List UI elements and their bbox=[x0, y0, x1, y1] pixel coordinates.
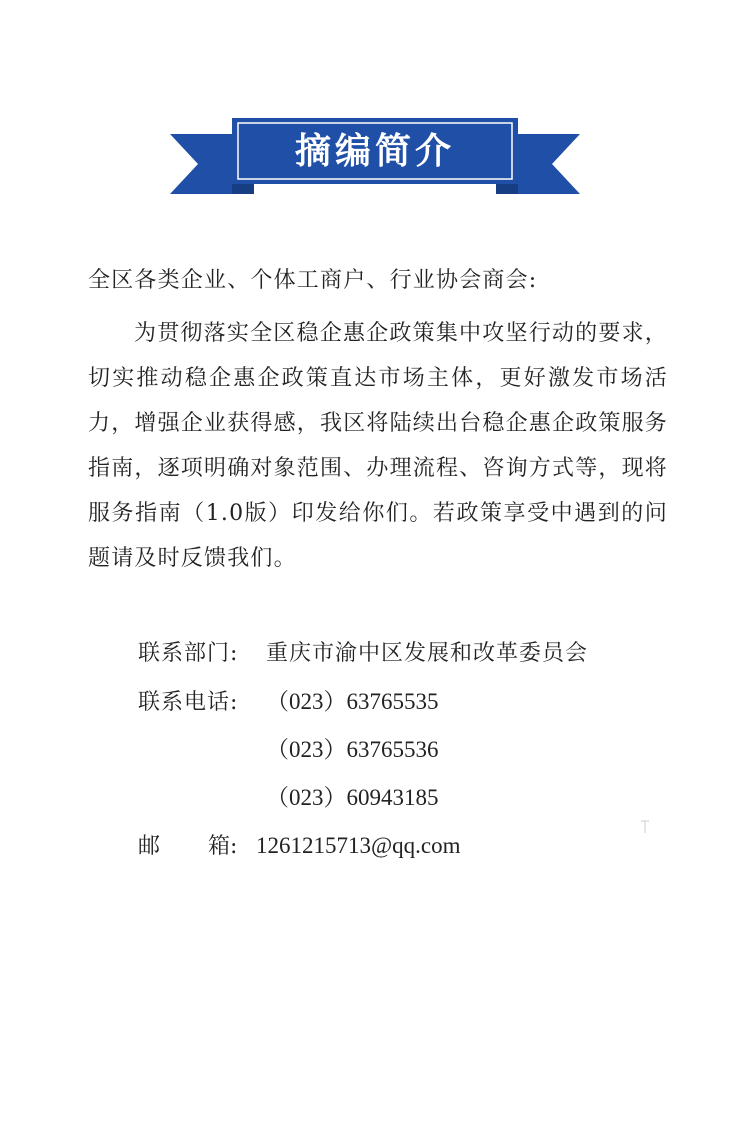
contact-phone-row bbox=[138, 678, 658, 726]
salutation: 全区各类企业、个体工商户、行业协会商会: bbox=[88, 268, 538, 293]
contact-phone-row-3 bbox=[138, 774, 658, 822]
body-text bbox=[88, 258, 668, 581]
stray-mark-icon bbox=[640, 818, 650, 834]
email-label-char-1: 邮 bbox=[138, 834, 161, 859]
dept-label: 联系部门: bbox=[138, 641, 239, 666]
dept-value: 重庆市渝中区发展和改革委员会 bbox=[266, 641, 589, 666]
contact-phone-row-2 bbox=[138, 726, 658, 774]
banner-title: 摘编简介 bbox=[294, 130, 455, 172]
email-label bbox=[138, 823, 256, 871]
phone-value-1: （023）63765535 bbox=[266, 689, 439, 714]
phone-label: 联系电话: bbox=[138, 690, 239, 715]
phone-value-3: （023）60943185 bbox=[266, 785, 439, 810]
contact-dept-row bbox=[138, 630, 658, 678]
contact-email-row bbox=[138, 822, 658, 870]
email-value: 1261215713@qq.com bbox=[256, 833, 461, 858]
phone-value-2: （023）63765536 bbox=[266, 737, 439, 762]
body-paragraph: 为贯彻落实全区稳企惠企政策集中攻坚行动的要求，切实推动稳企惠企政策直达市场主体，更好激发市场活力，增强企业获得感，我区将陆续出台稳企惠企政策服务指南，逐项明确对象范围、办理流程、咨询方式等，现将服务指南（1.0版）印发给你们。若政策享受中遇到的问题请及时反馈我们。 bbox=[88, 321, 669, 571]
title-banner bbox=[170, 110, 580, 200]
email-label-char-2: 箱: bbox=[208, 834, 238, 859]
contact-block bbox=[138, 630, 658, 870]
